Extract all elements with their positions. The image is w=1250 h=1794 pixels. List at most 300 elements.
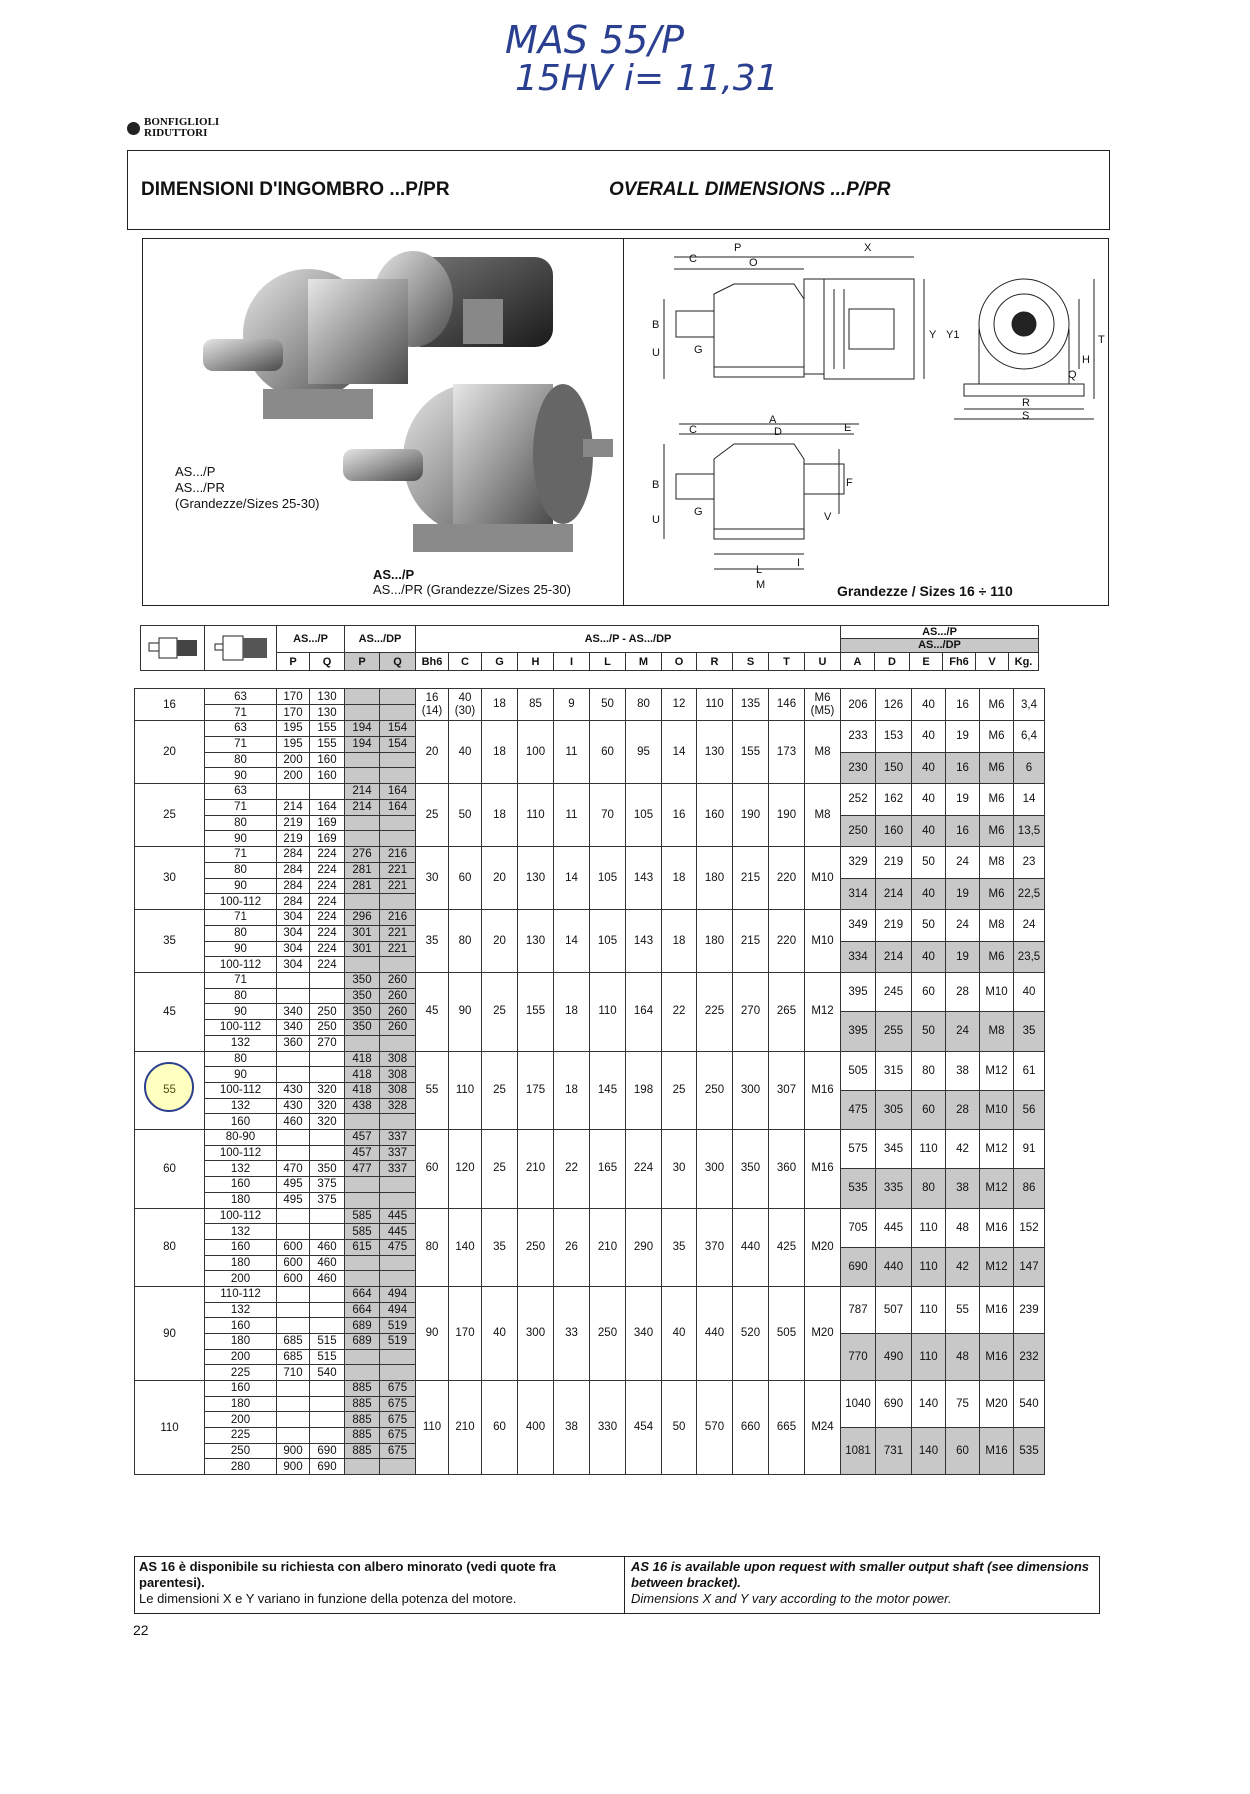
right-dim-cell: 42 [946,1130,980,1169]
drawing-label-b: B [652,319,660,331]
dim-cell: 35 [416,910,449,973]
dim-cell: 25 [482,973,518,1052]
col-dp-q: Q [380,653,416,671]
right-dim-cell: 315 [876,1052,912,1091]
dp-q-cell [380,1035,416,1051]
right-dims-row [841,721,1044,752]
dp-p-cell: 301 [345,925,380,941]
motor-size-cell: 225 [205,1365,277,1381]
right-dim-cell: 16 [946,752,980,783]
right-dim-cell: 334 [841,941,876,972]
right-dim-cell: 140 [912,1381,946,1428]
motor-size-cell: 110-112 [205,1287,277,1303]
p-cell [277,988,310,1004]
dp-p-cell: 296 [345,910,380,926]
dp-p-cell [345,831,380,847]
right-dims-cell [841,1381,1045,1475]
right-dim-cell: 153 [876,721,912,752]
motor-size-cell: 80 [205,862,277,878]
dim-cell: M24 [805,1381,841,1475]
right-dim-cell: 395 [841,973,876,1012]
right-dim-cell: 28 [946,973,980,1012]
page-number: 22 [133,1622,149,1638]
dim-cell: 220 [769,910,805,973]
right-dim-cell: M12 [980,1130,1014,1169]
dim-cell: 9 [554,689,590,721]
dp-p-cell: 276 [345,847,380,863]
dim-cell: M12 [805,973,841,1052]
dp-q-cell [380,768,416,784]
dim-cell: 520 [733,1287,769,1381]
size-cell: 35 [135,910,205,973]
dim-cell: 60 [449,847,482,910]
dim-cell: 18 [482,784,518,847]
right-dim-cell: 19 [946,784,980,815]
right-dim-cell: 13,5 [1014,815,1045,846]
right-dims-cell [841,784,1045,847]
drawing-label-o: O [749,257,758,269]
q-cell: 130 [310,689,345,705]
right-dim-cell: 40 [912,721,946,752]
q-cell [310,1318,345,1334]
p-cell: 710 [277,1365,310,1381]
dp-q-cell: 164 [380,799,416,815]
right-dim-cell: 55 [946,1287,980,1334]
dp-p-cell [345,1177,380,1193]
right-dim-cell: 61 [1022,1064,1036,1077]
col-g: G [482,653,518,671]
dimensions-table [134,688,1045,1475]
right-dim-cell: M6 [980,784,1014,815]
right-dim-cell: 16 [946,815,980,846]
header-group-dp: AS.../DP [345,626,416,653]
dp-q-cell: 221 [380,878,416,894]
right-dim-cell: 38 [946,1052,980,1091]
right-dim-cell: 705 [841,1209,876,1248]
dim-cell: 90 [449,973,482,1052]
drawing-label-h: H [1082,354,1090,366]
notes-italian [135,1557,625,1613]
right-dim-cell: 162 [876,784,912,815]
col-fh6: Fh6 [943,653,976,671]
right-dim-cell: 48 [946,1334,980,1381]
right-dim-cell: M12 [980,1247,1014,1286]
col-dp-p: P [345,653,380,671]
motor-size-cell: 100-112 [205,957,277,973]
dim-cell: 40 [449,721,482,784]
p-cell: 219 [277,815,310,831]
dp-p-cell: 281 [345,878,380,894]
dim-cell: 38 [554,1381,590,1475]
dim-cell: M10 [805,910,841,973]
right-dim-cell: M6 [980,689,1014,720]
motor-size-cell: 71 [205,799,277,815]
dim-cell: 440 [697,1287,733,1381]
col-bh6: Bh6 [416,653,449,671]
drawing-label-l: L [756,564,763,576]
dp-q-cell: 675 [380,1381,416,1397]
dim-cell: 50 [590,689,626,721]
motor-size-cell: 100-112 [205,1145,277,1161]
dp-p-cell [345,1271,380,1287]
right-dims-table [841,721,1044,783]
dp-q-cell: 221 [380,925,416,941]
dim-cell: 130 [518,910,554,973]
p-cell: 470 [277,1161,310,1177]
p-cell: 340 [277,1020,310,1036]
dim-cell: 180 [697,847,733,910]
dim-cell: 26 [554,1208,590,1287]
dp-q-cell [380,1349,416,1365]
right-dim-cell: 40 [912,752,946,783]
right-dim-cell: 250 [841,815,876,846]
motor-size-cell: 90 [205,878,277,894]
notes-box [134,1556,1100,1614]
right-dim-cell: 24 [946,910,980,941]
right-dim-cell: 50 [912,910,946,941]
right-dim-cell: 6 [1014,752,1045,783]
right-dim-cell: 233 [841,721,876,752]
right-dim-cell: 40 [912,815,946,846]
motor-size-cell: 63 [205,784,277,800]
dim-cell: M16 [805,1051,841,1130]
col-i: I [554,653,590,671]
dim-cell: 20 [482,847,518,910]
table-row [135,1287,1045,1303]
dp-p-cell: 418 [345,1082,380,1098]
dim-cell: 18 [482,689,518,721]
right-dim-cell: 152 [1019,1221,1039,1234]
p-cell: 600 [277,1255,310,1271]
dim-cell: 290 [626,1208,662,1287]
dim-cell: 85 [518,689,554,721]
header-group-right [841,626,1039,653]
size-cell: 110 [135,1381,205,1475]
photo-caption-2 [373,567,571,597]
right-dims-row [841,1130,1044,1169]
q-cell: 320 [310,1114,345,1130]
dim-cell: 175 [518,1051,554,1130]
p-cell: 495 [277,1192,310,1208]
p-cell: 304 [277,925,310,941]
q-cell: 224 [310,847,345,863]
dp-p-cell [345,815,380,831]
dim-cell: 100 [518,721,554,784]
dim-cell: 22 [662,973,697,1052]
header-table [140,625,1039,671]
right-dim-cell: 214 [876,878,912,909]
drawing-label-u2: U [652,514,660,526]
dim-cell: 170 [449,1287,482,1381]
dim-cell: 155 [733,721,769,784]
right-dim-cell: 731 [876,1428,912,1475]
dp-q-cell: 337 [380,1130,416,1146]
right-dim-cell: 56 [1014,1090,1045,1129]
q-cell: 690 [310,1443,345,1459]
q-cell: 160 [310,752,345,768]
dp-q-cell [380,1177,416,1193]
size-cell: 60 [135,1130,205,1209]
dp-p-cell: 350 [345,1020,380,1036]
notes-english [625,1557,1099,1613]
motor-size-cell: 90 [205,941,277,957]
p-cell: 430 [277,1082,310,1098]
dp-q-cell [380,689,416,705]
dim-cell: 145 [590,1051,626,1130]
dp-q-cell: 445 [380,1224,416,1240]
p-cell [277,1224,310,1240]
table-row [135,689,1045,705]
right-dim-cell: 770 [841,1334,876,1381]
q-cell [310,1287,345,1303]
dim-cell: 215 [733,847,769,910]
q-cell [310,1208,345,1224]
right-dim-cell: 86 [1014,1169,1045,1208]
right-dim-cell: M16 [980,1428,1014,1475]
dimension-drawing [624,239,1108,605]
drawing-label-d: D [774,426,782,438]
size-cell: 90 [135,1287,205,1381]
note-it-2: Le dimensioni X e Y variano in funzione della potenza del motore. [139,1591,517,1606]
motor-size-cell: 100-112 [205,1208,277,1224]
dp-p-cell [345,768,380,784]
col-kg: Kg. [1009,653,1039,671]
dim-cell: 105 [626,784,662,847]
dp-q-cell [380,705,416,721]
dim-cell: 110 [590,973,626,1052]
p-cell [277,1412,310,1428]
drawing-label-b2: B [652,479,660,491]
motor-size-cell: 200 [205,1349,277,1365]
table-row [135,1130,1045,1146]
right-dim-cell: 1081 [841,1428,876,1475]
dim-cell: 225 [697,973,733,1052]
drawing-label-y: Y [929,329,937,341]
right-dim-cell: M8 [980,910,1014,941]
dp-p-cell [345,1365,380,1381]
dp-q-cell: 675 [380,1396,416,1412]
right-dims-row [841,752,1044,783]
q-cell: 375 [310,1192,345,1208]
brand-logo [127,117,219,139]
right-dim-cell: 245 [876,973,912,1012]
dp-p-cell: 350 [345,1004,380,1020]
p-cell: 200 [277,752,310,768]
motor-size-cell: 180 [205,1255,277,1271]
dp-q-cell [380,815,416,831]
motor-size-cell: 180 [205,1396,277,1412]
motor-size-cell: 280 [205,1459,277,1475]
right-dim-cell: M12 [980,1052,1014,1091]
p-cell [277,1427,310,1443]
motor-size-cell: 180 [205,1192,277,1208]
dp-q-cell: 216 [380,910,416,926]
dp-p-cell: 689 [345,1333,380,1349]
q-cell: 375 [310,1177,345,1193]
right-dim-cell: 110 [912,1247,946,1286]
dim-cell: 220 [769,847,805,910]
motor-size-cell: 80 [205,752,277,768]
dim-cell: 143 [626,910,662,973]
drawing-label-g2: G [694,506,703,518]
q-cell: 515 [310,1349,345,1365]
size-cell: 80 [135,1208,205,1287]
right-dim-cell: 35 [1014,1012,1045,1051]
right-dims-row [841,1052,1044,1091]
dim-cell: 505 [769,1287,805,1381]
dp-q-cell: 494 [380,1302,416,1318]
table-row [135,847,1045,863]
right-dim-cell: 345 [876,1130,912,1169]
dp-p-cell: 664 [345,1287,380,1303]
right-dim-cell: 23 [1022,856,1036,869]
dim-cell: 40 (30) [449,689,482,721]
p-cell: 195 [277,736,310,752]
motor-size-cell: 90 [205,1067,277,1083]
p-cell: 170 [277,689,310,705]
dim-cell: 50 [662,1381,697,1475]
q-cell [310,1130,345,1146]
motor-size-cell: 160 [205,1177,277,1193]
right-dim-cell: 305 [876,1090,912,1129]
motor-size-cell: 200 [205,1412,277,1428]
right-dims-table [841,689,1044,720]
right-dim-cell: 60 [946,1428,980,1475]
dim-cell: 95 [626,721,662,784]
right-dim-cell: 60 [912,1090,946,1129]
right-dims-table [841,1287,1044,1380]
p-cell: 200 [277,768,310,784]
dim-cell: 18 [662,847,697,910]
motor-size-cell: 71 [205,910,277,926]
size-cell: 16 [135,689,205,721]
dp-q-cell: 519 [380,1333,416,1349]
drawing-label-m: M [756,579,766,591]
q-cell [310,1427,345,1443]
caption-1-line-a: AS.../P [175,464,216,479]
dim-cell: 130 [518,847,554,910]
dim-cell: 180 [697,910,733,973]
right-dim-cell: 28 [946,1090,980,1129]
dp-q-cell [380,1255,416,1271]
p-cell [277,973,310,989]
right-dim-cell: 239 [1019,1304,1039,1316]
right-dim-cell: 24 [1022,919,1036,932]
q-cell [310,1412,345,1428]
right-dims-table [841,1052,1044,1130]
dim-cell: 18 [554,1051,590,1130]
right-dims-row [841,1209,1044,1248]
q-cell [310,1302,345,1318]
motor-size-cell: 71 [205,847,277,863]
dp-q-cell: 308 [380,1067,416,1083]
right-dim-cell: 3,4 [1021,698,1037,711]
right-dims-table [841,1209,1044,1287]
dp-q-cell [380,1365,416,1381]
p-cell [277,1145,310,1161]
table-row [135,1051,1045,1067]
title-italian: DIMENSIONI D'INGOMBRO ...P/PR [141,179,450,200]
right-dim-cell: 40 [912,878,946,909]
dp-p-cell: 194 [345,736,380,752]
dp-p-cell: 885 [345,1412,380,1428]
size-cell: 55 [135,1051,205,1130]
p-cell: 600 [277,1239,310,1255]
right-dims-row [841,910,1044,941]
right-dim-cell: 232 [1014,1334,1045,1381]
dp-q-cell: 260 [380,1004,416,1020]
dp-q-cell [380,1114,416,1130]
drawing-label-c2: C [689,424,697,436]
dp-p-cell: 438 [345,1098,380,1114]
right-dim-cell: 126 [876,689,912,720]
right-dim-cell: 335 [876,1169,912,1208]
right-dims-cell [841,847,1045,910]
dim-cell: 270 [733,973,769,1052]
right-dim-cell: 80 [912,1169,946,1208]
q-cell: 250 [310,1004,345,1020]
dim-cell: 300 [733,1051,769,1130]
motor-size-cell: 100-112 [205,1082,277,1098]
dp-p-cell: 418 [345,1051,380,1067]
q-cell: 224 [310,957,345,973]
q-cell: 169 [310,815,345,831]
dp-q-cell [380,957,416,973]
motor-size-cell: 132 [205,1161,277,1177]
dim-cell: 570 [697,1381,733,1475]
right-dim-cell: 50 [912,847,946,878]
dim-cell: 30 [416,847,449,910]
dp-p-cell: 457 [345,1130,380,1146]
dim-cell: 110 [416,1381,449,1475]
p-cell: 284 [277,894,310,910]
right-dim-cell: M6 [980,815,1014,846]
dim-cell: 250 [518,1208,554,1287]
p-cell [277,1396,310,1412]
dp-p-cell: 885 [345,1381,380,1397]
dim-cell: 11 [554,721,590,784]
q-cell: 169 [310,831,345,847]
q-cell: 224 [310,925,345,941]
right-dims-table [841,1130,1044,1208]
right-dim-cell: 24 [946,847,980,878]
dp-q-cell: 337 [380,1145,416,1161]
drawing-label-e: E [844,422,852,434]
brand-subname: RIDUTTORI [144,127,208,139]
dp-q-cell: 445 [380,1208,416,1224]
right-dim-cell: 40 [912,784,946,815]
dp-q-cell: 475 [380,1239,416,1255]
motor-size-cell: 100-112 [205,1020,277,1036]
dim-cell: 14 [554,910,590,973]
right-dims-row [841,1428,1044,1475]
drawing-label-i: I [797,557,801,569]
p-cell: 284 [277,862,310,878]
right-dims-row [841,878,1044,909]
q-cell: 160 [310,768,345,784]
size-cell: 30 [135,847,205,910]
dim-cell: 198 [626,1051,662,1130]
right-dim-cell: 48 [946,1209,980,1248]
q-cell: 320 [310,1098,345,1114]
dim-cell: 250 [590,1287,626,1381]
dp-q-cell [380,752,416,768]
right-dims-cell [841,910,1045,973]
right-dim-cell: 19 [946,878,980,909]
dim-cell: M20 [805,1287,841,1381]
motor-size-cell: 225 [205,1427,277,1443]
dim-cell: 350 [733,1130,769,1209]
